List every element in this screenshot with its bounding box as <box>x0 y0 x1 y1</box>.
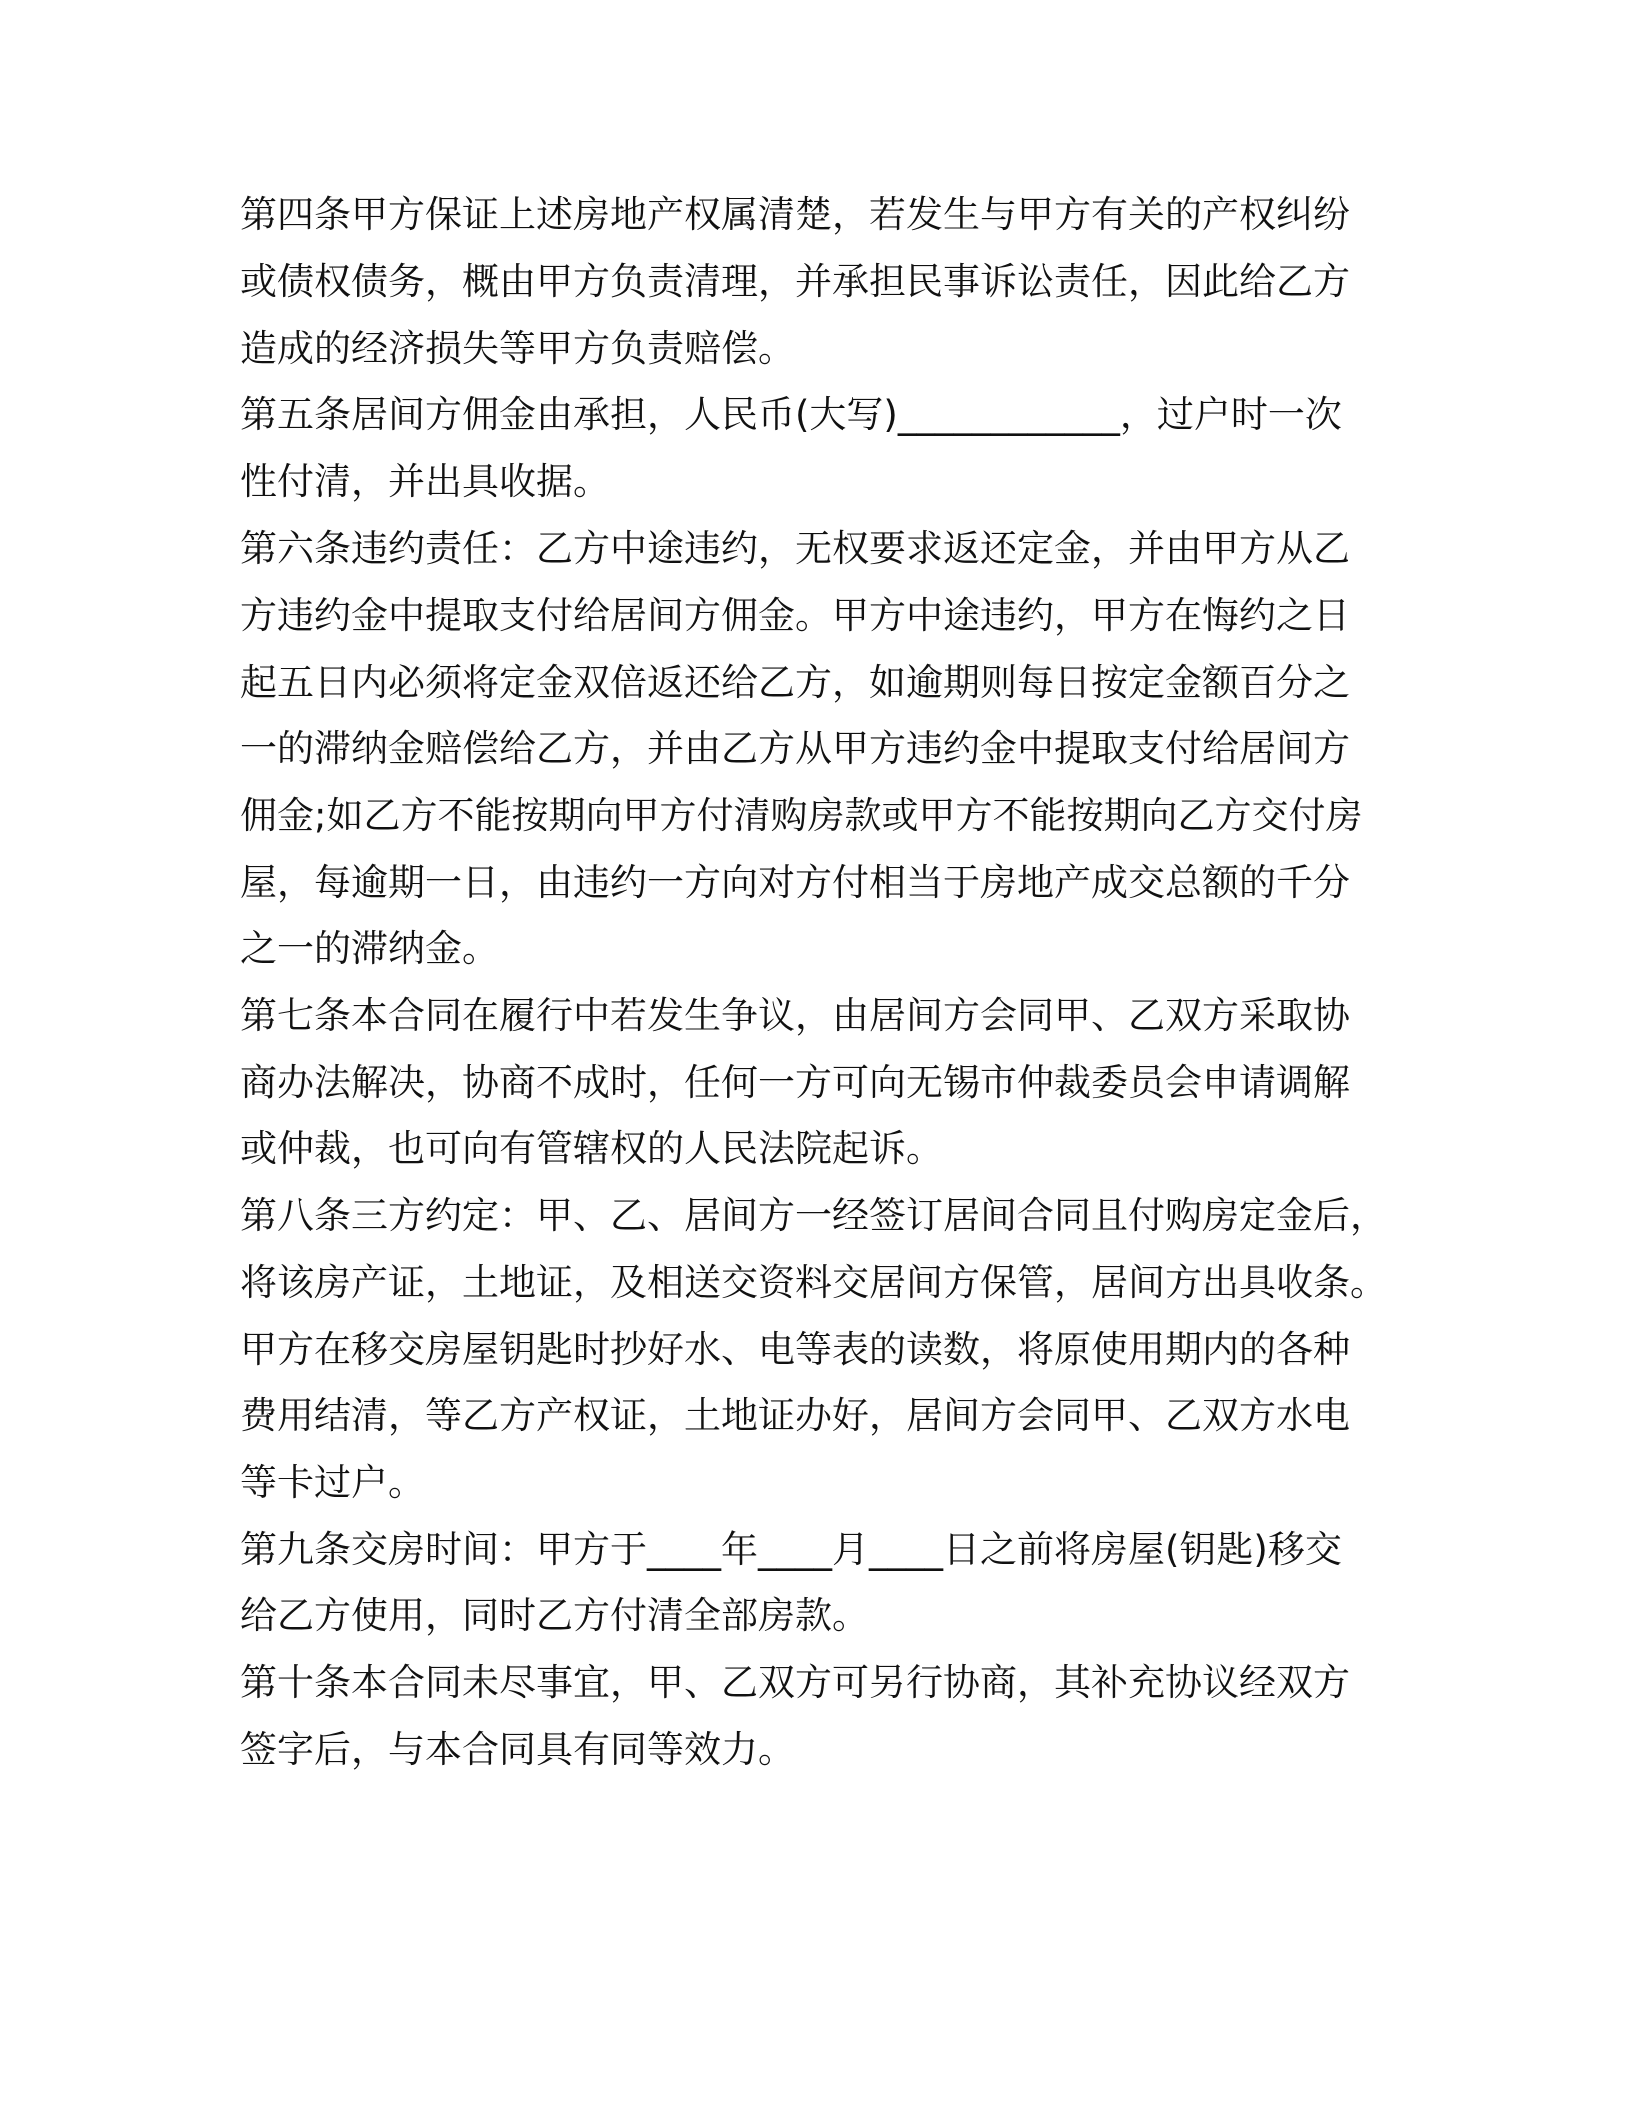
article-7-line-2: 商办法解决，协商不成时，任何一方可向无锡市仲裁委员会申请调解 <box>240 1061 1350 1104</box>
article-5-line-1: 第五条居间方佣金由承担，人民币(大写)____________，过户时一次 <box>240 393 1342 436</box>
article-6-line-2: 方违约金中提取支付给居间方佣金。甲方中途违约，甲方在悔约之日 <box>240 594 1350 637</box>
article-6-line-7: 之一的滞纳金。 <box>240 927 499 970</box>
article-8-line-1: 第八条三方约定：甲、乙、居间方一经签订居间合同且付购房定金后， <box>240 1194 1387 1237</box>
article-4-line-2: 或债权债务，概由甲方负责清理，并承担民事诉讼责任，因此给乙方 <box>240 260 1350 303</box>
article-10-line-2: 签字后，与本合同具有同等效力。 <box>240 1728 795 1771</box>
article-7-line-3: 或仲裁，也可向有管辖权的人民法院起诉。 <box>240 1127 943 1170</box>
article-8-line-4: 费用结清，等乙方产权证，土地证办好，居间方会同甲、乙双方水电 <box>240 1394 1350 1437</box>
article-9-line-1: 第九条交房时间：甲方于____年____月____日之前将房屋(钥匙)移交 <box>240 1528 1342 1571</box>
article-10-line-1: 第十条本合同未尽事宜，甲、乙双方可另行协商，其补充协议经双方 <box>240 1661 1350 1704</box>
article-8-line-2: 将该房产证，土地证，及相送交资料交居间方保管，居间方出具收条。 <box>240 1261 1387 1304</box>
article-5-line-2: 性付清，并出具收据。 <box>240 460 610 503</box>
article-8-line-3: 甲方在移交房屋钥匙时抄好水、电等表的读数，将原使用期内的各种 <box>240 1328 1350 1371</box>
article-4-line-3: 造成的经济损失等甲方负责赔偿。 <box>240 327 795 370</box>
article-6-line-4: 一的滞纳金赔偿给乙方，并由乙方从甲方违约金中提取支付给居间方 <box>240 727 1350 770</box>
article-9-line-2: 给乙方使用，同时乙方付清全部房款。 <box>240 1594 869 1637</box>
article-6-line-1: 第六条违约责任：乙方中途违约，无权要求返还定金，并由甲方从乙 <box>240 527 1350 570</box>
article-7-line-1: 第七条本合同在履行中若发生争议，由居间方会同甲、乙双方采取协 <box>240 994 1350 1037</box>
article-6-line-6: 屋，每逾期一日，由违约一方向对方付相当于房地产成交总额的千分 <box>240 861 1350 904</box>
article-6-line-3: 起五日内必须将定金双倍返还给乙方，如逾期则每日按定金额百分之 <box>240 661 1350 704</box>
article-6-line-5: 佣金;如乙方不能按期向甲方付清购房款或甲方不能按期向乙方交付房 <box>240 794 1363 837</box>
article-4-line-1: 第四条甲方保证上述房地产权属清楚，若发生与甲方有关的产权纠纷 <box>240 193 1350 236</box>
article-8-line-5: 等卡过户。 <box>240 1461 425 1504</box>
